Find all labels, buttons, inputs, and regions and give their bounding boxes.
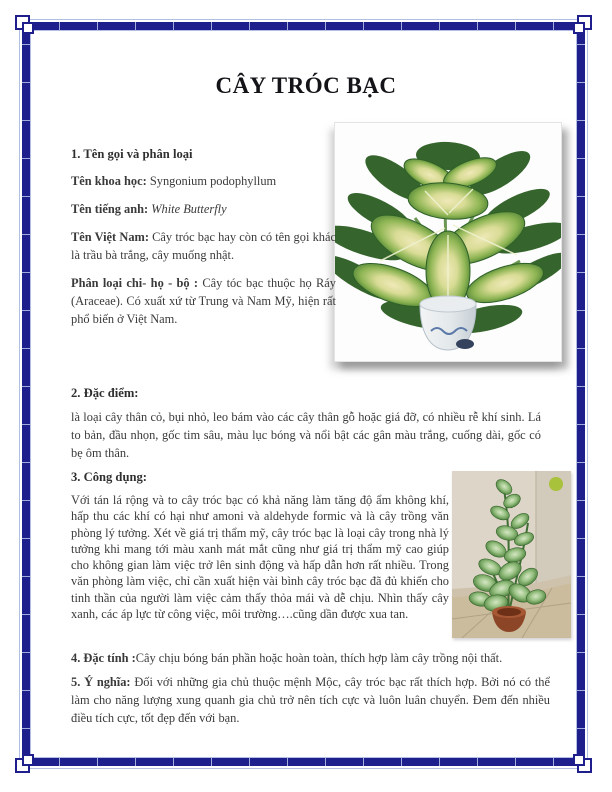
vietnamese-name-value: Cây tróc bạc hay còn có tên gọi khác là trầu bà trắng, cây muống nhật. xyxy=(71,230,336,262)
section-4-label: 4. Đặc tính : xyxy=(71,651,136,665)
section-meaning xyxy=(71,673,550,727)
classification-value: Cây tóc bạc thuộc họ Ráy (Araceae). Có xuất xứ từ Trung và Nam Mỹ, hiện rất phổ biến ở Việt Nam. xyxy=(71,276,336,326)
english-name-line xyxy=(71,200,336,218)
border-corner-ornament-top-left xyxy=(15,15,37,37)
section-2-heading: 2. Đặc điểm: xyxy=(71,386,139,400)
section-traits xyxy=(71,649,553,667)
border-corner-ornament-bottom-right xyxy=(570,751,592,773)
border-corner-ornament-bottom-left xyxy=(15,751,37,773)
classification-label: Phân loại chi- họ - bộ : xyxy=(71,276,199,290)
section-characteristics xyxy=(71,386,541,462)
section-name-and-classification xyxy=(71,147,336,338)
section-5-body: Đối với những gia chủ thuộc mệnh Mộc, cây tróc bạc rất thích hợp. Bởi nó có thể làm cho năng lượng xung quanh gia chủ trở nên tích cực và luôn luân chuyển. Đem đến nhiều điều tích cực, tốt đẹp đến với bạn. xyxy=(71,675,550,725)
english-name-value: White Butterfly xyxy=(151,202,227,216)
vietnamese-name-label: Tên Việt Nam: xyxy=(71,230,149,244)
plant-photo-1-illustration xyxy=(335,123,561,361)
section-4-line xyxy=(71,649,553,667)
plant-photo-2-illustration xyxy=(452,471,571,638)
section-5-line xyxy=(71,673,550,727)
scientific-name-label: Tên khoa học: xyxy=(71,174,147,188)
section-5-label: 5. Ý nghĩa: xyxy=(71,675,131,689)
section-2-body: là loại cây thân cỏ, bụi nhỏ, leo bám vào các cây thân gỗ hoặc giá đỡ, có nhiều rễ khí sinh. Lá to bản, đầu nhọn, gốc tim sâu, màu lục bóng và nổi bật các gân màu trắng, cuống dài, gốc có bẹ ôm thân. xyxy=(71,410,541,460)
classification-line xyxy=(71,274,336,328)
english-name-label: Tên tiếng anh: xyxy=(71,202,149,216)
border-corner-ornament-top-right xyxy=(570,15,592,37)
section-1-heading: 1. Tên gọi và phân loại xyxy=(71,147,193,161)
plant-photo-dieffenbachia xyxy=(334,122,562,362)
section-3-body: Với tán lá rộng và to cây tróc bạc có khả năng làm tăng độ ẩm không khí, hấp thu các khí có hại như amoni và aldehyde formic và là cây trồng văn phòng lý tưởng. Xét về giá trị thẩm mỹ, cây tróc bạc là loại cây trong nhà lý tưởng khi mang tới màu xanh mát mắt cũng như giá trị thẩm mỹ cao giúp cho không gian làm việc trở lên sinh động và hấp dẫn hơn rất nhiều. Trong văn phòng làm việc, chỉ cần xuất hiện vài bình cây tróc bạc đã đủ khiến cho tinh thần của người làm việc cảm thấy thỏa mái và dễ chịu. Nhìn thấy cây xanh, các áp lực từ công việc, môi trường….cũng dần được xua tan. xyxy=(71,493,449,622)
scientific-name-line xyxy=(71,172,336,190)
section-3-heading: 3. Công dụng: xyxy=(71,470,147,484)
page-title: CÂY TRÓC BẠC xyxy=(215,73,397,98)
plant-photo-syngonium-corner xyxy=(452,471,571,638)
scientific-name-value: Syngonium podophyllum xyxy=(149,174,277,188)
section-4-body: Cây chịu bóng bán phần hoặc hoàn toàn, thích hợp làm cây trồng nội thất. xyxy=(135,651,503,665)
vietnamese-name-line xyxy=(71,228,336,264)
